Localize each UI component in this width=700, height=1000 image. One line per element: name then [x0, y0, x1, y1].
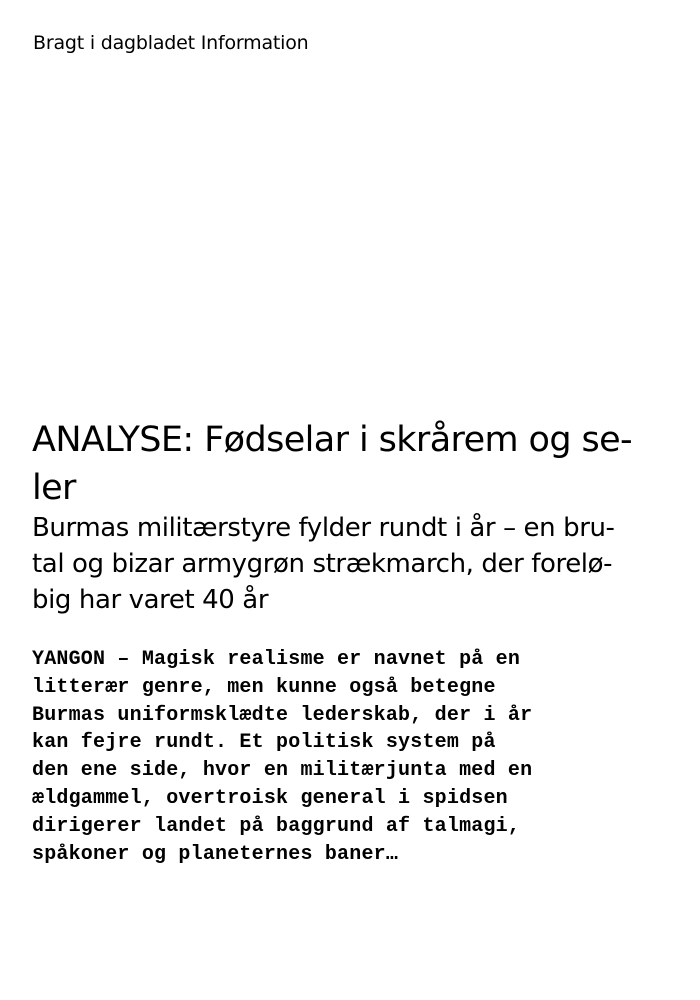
body-line: ældgammel, overtroisk general i spidsen [32, 786, 508, 810]
headline-line: ler [32, 468, 76, 508]
headline-line: ANALYSE: Fødselar i skrårem og se- [32, 420, 633, 460]
subheadline-line: big har varet 40 år [32, 585, 269, 615]
body-line: YANGON – Magisk realisme er navnet på en [32, 648, 521, 671]
article-headline [32, 416, 672, 512]
subheadline-line: Burmas militærstyre fylder rundt i år – en bru- [32, 513, 615, 543]
article-body [32, 646, 672, 868]
body-line: den ene side, hvor en militærjunta med en [32, 759, 533, 783]
body-line: dirigerer landet på baggrund af talmagi, [32, 814, 521, 838]
body-line: Burmas uniformsklædte lederskab, der i år [32, 703, 533, 727]
subheadline-line: tal og bizar armygrøn strækmarch, der forelø- [32, 549, 613, 579]
article-subheadline [32, 510, 672, 618]
body-line: spåkoner og planeternes baner… [32, 842, 399, 866]
source-credit: Bragt i dagbladet Information [33, 32, 309, 54]
body-line: kan fejre rundt. Et politisk system på [32, 731, 496, 755]
body-line: litterær genre, men kunne også betegne [32, 675, 496, 699]
